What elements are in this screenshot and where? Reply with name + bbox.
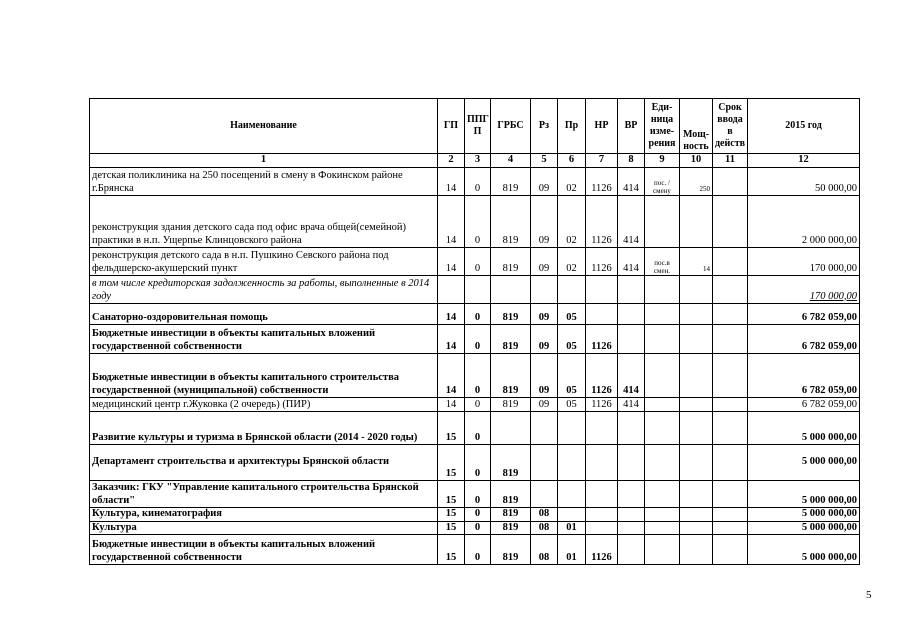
row-vr — [618, 521, 645, 535]
row-nr: 1126 — [586, 325, 618, 354]
column-number-row — [90, 154, 860, 168]
row-nr — [586, 412, 618, 445]
row-pr — [558, 412, 586, 445]
row-name: в том числе кредиторская задолженность за работы, выполненные в 2014 году — [90, 276, 438, 304]
row-name: детская поликлиника на 250 посещений в смену в Фокинском районе г.Брянска — [90, 168, 438, 196]
row-rz: 09 — [531, 168, 558, 196]
row-unit — [645, 481, 680, 508]
row-nr — [586, 276, 618, 304]
row-pr: 01 — [558, 521, 586, 535]
row-term — [713, 445, 748, 481]
row-term — [713, 398, 748, 412]
column-number: 4 — [491, 154, 531, 168]
table-row — [90, 325, 860, 354]
header-row — [90, 99, 860, 154]
row-grbs: 819 — [491, 304, 531, 325]
row-gp: 14 — [438, 248, 465, 276]
row-nr: 1126 — [586, 354, 618, 398]
row-gp: 14 — [438, 398, 465, 412]
table-row — [90, 248, 860, 276]
row-amount: 5 000 000,00 — [748, 535, 860, 565]
row-vr — [618, 535, 645, 565]
row-term — [713, 412, 748, 445]
row-capacity — [680, 276, 713, 304]
row-amount: 6 782 059,00 — [748, 398, 860, 412]
row-nr: 1126 — [586, 535, 618, 565]
table-row — [90, 354, 860, 398]
column-number: 12 — [748, 154, 860, 168]
row-nr — [586, 521, 618, 535]
row-grbs: 819 — [491, 508, 531, 522]
row-nr: 1126 — [586, 398, 618, 412]
table-row — [90, 508, 860, 522]
row-gp: 15 — [438, 508, 465, 522]
table-row — [90, 535, 860, 565]
row-name: Департамент строительства и архитектуры Брянской области — [90, 445, 438, 481]
row-vr — [618, 508, 645, 522]
row-rz: 09 — [531, 325, 558, 354]
row-vr: 414 — [618, 398, 645, 412]
column-number: 6 — [558, 154, 586, 168]
table-row — [90, 276, 860, 304]
row-ppgp: 0 — [465, 508, 491, 522]
row-term — [713, 521, 748, 535]
row-vr — [618, 325, 645, 354]
row-grbs — [491, 276, 531, 304]
row-nr: 1126 — [586, 196, 618, 248]
header-capacity: Мощ- ность — [680, 99, 713, 154]
row-pr — [558, 481, 586, 508]
row-gp: 15 — [438, 445, 465, 481]
column-number: 3 — [465, 154, 491, 168]
row-unit — [645, 521, 680, 535]
row-rz: 08 — [531, 535, 558, 565]
row-capacity — [680, 535, 713, 565]
row-name: реконструкция детского сада в н.п. Пушкино Севского района под фельдшерско-акушерский пункт — [90, 248, 438, 276]
row-amount: 50 000,00 — [748, 168, 860, 196]
row-term — [713, 481, 748, 508]
row-pr: 05 — [558, 304, 586, 325]
column-number: 2 — [438, 154, 465, 168]
row-name: Культура — [90, 521, 438, 535]
row-name: Бюджетные инвестиции в объекты капитальных вложений государственной собственности — [90, 535, 438, 565]
row-ppgp: 0 — [465, 521, 491, 535]
row-gp: 14 — [438, 304, 465, 325]
row-name: Бюджетные инвестиции в объекты капитального строительства государственной (муниципальной) собственности — [90, 354, 438, 398]
row-capacity — [680, 412, 713, 445]
row-term — [713, 535, 748, 565]
row-nr: 1126 — [586, 248, 618, 276]
row-unit: пос. / смену — [645, 168, 680, 196]
row-nr: 1126 — [586, 168, 618, 196]
row-rz — [531, 412, 558, 445]
row-rz: 09 — [531, 354, 558, 398]
row-grbs: 819 — [491, 445, 531, 481]
row-grbs — [491, 412, 531, 445]
row-capacity — [680, 304, 713, 325]
row-capacity — [680, 398, 713, 412]
row-unit: пос.в смен. — [645, 248, 680, 276]
row-term — [713, 276, 748, 304]
row-ppgp: 0 — [465, 248, 491, 276]
row-name: Развитие культуры и туризма в Брянской области (2014 - 2020 годы) — [90, 412, 438, 445]
row-vr — [618, 445, 645, 481]
row-capacity — [680, 354, 713, 398]
row-name: Культура, кинематография — [90, 508, 438, 522]
column-number: 11 — [713, 154, 748, 168]
row-vr — [618, 481, 645, 508]
row-pr — [558, 276, 586, 304]
table-row — [90, 398, 860, 412]
row-pr: 05 — [558, 398, 586, 412]
row-amount: 170 000,00 — [748, 248, 860, 276]
row-rz — [531, 276, 558, 304]
row-gp — [438, 276, 465, 304]
row-ppgp: 0 — [465, 354, 491, 398]
row-nr — [586, 481, 618, 508]
row-vr: 414 — [618, 168, 645, 196]
row-rz — [531, 481, 558, 508]
row-unit — [645, 508, 680, 522]
header-term: Срок ввода в действ — [713, 99, 748, 154]
row-capacity — [680, 521, 713, 535]
row-gp: 15 — [438, 521, 465, 535]
row-amount: 6 782 059,00 — [748, 325, 860, 354]
row-vr: 414 — [618, 196, 645, 248]
row-term — [713, 168, 748, 196]
row-rz — [531, 445, 558, 481]
row-amount: 2 000 000,00 — [748, 196, 860, 248]
row-term — [713, 508, 748, 522]
row-vr — [618, 276, 645, 304]
row-amount: 5 000 000,00 — [748, 508, 860, 522]
row-ppgp — [465, 276, 491, 304]
row-vr: 414 — [618, 354, 645, 398]
column-number: 5 — [531, 154, 558, 168]
column-number: 9 — [645, 154, 680, 168]
header-rz: Рз — [531, 99, 558, 154]
row-capacity — [680, 325, 713, 354]
table-row — [90, 304, 860, 325]
row-nr — [586, 445, 618, 481]
row-term — [713, 196, 748, 248]
row-ppgp: 0 — [465, 535, 491, 565]
row-gp: 14 — [438, 168, 465, 196]
header-pr: Пр — [558, 99, 586, 154]
row-unit — [645, 325, 680, 354]
row-unit — [645, 445, 680, 481]
row-term — [713, 354, 748, 398]
header-name: Наименование — [90, 99, 438, 154]
row-amount: 170 000,00 — [748, 276, 860, 304]
row-term — [713, 325, 748, 354]
row-amount: 5 000 000,00 — [748, 445, 860, 481]
row-amount: 5 000 000,00 — [748, 412, 860, 445]
row-gp: 15 — [438, 535, 465, 565]
row-ppgp: 0 — [465, 445, 491, 481]
row-capacity — [680, 445, 713, 481]
row-term — [713, 304, 748, 325]
row-vr — [618, 412, 645, 445]
row-grbs: 819 — [491, 196, 531, 248]
row-grbs: 819 — [491, 521, 531, 535]
row-ppgp: 0 — [465, 481, 491, 508]
page-number: 5 — [866, 589, 872, 601]
row-capacity — [680, 196, 713, 248]
row-capacity — [680, 508, 713, 522]
row-grbs: 819 — [491, 325, 531, 354]
row-ppgp: 0 — [465, 398, 491, 412]
row-rz: 08 — [531, 508, 558, 522]
row-name: Бюджетные инвестиции в объекты капитальных вложений государственной собственности — [90, 325, 438, 354]
budget-table — [89, 98, 860, 565]
row-amount: 5 000 000,00 — [748, 481, 860, 508]
row-unit — [645, 276, 680, 304]
row-unit — [645, 535, 680, 565]
row-gp: 14 — [438, 325, 465, 354]
row-grbs: 819 — [491, 248, 531, 276]
row-capacity: 250 — [680, 168, 713, 196]
row-name: реконструкция здания детского сада под офис врача общей(семейной) практики в н.п. Ущерпье Клинцовского района — [90, 196, 438, 248]
row-pr: 02 — [558, 248, 586, 276]
header-vr: ВР — [618, 99, 645, 154]
column-number: 1 — [90, 154, 438, 168]
row-pr: 02 — [558, 196, 586, 248]
row-name: медицинский центр г.Жуковка (2 очередь) (ПИР) — [90, 398, 438, 412]
row-rz: 09 — [531, 304, 558, 325]
row-pr: 01 — [558, 535, 586, 565]
table-row — [90, 445, 860, 481]
row-gp: 14 — [438, 354, 465, 398]
row-rz: 08 — [531, 521, 558, 535]
row-unit — [645, 304, 680, 325]
row-gp: 15 — [438, 412, 465, 445]
column-number: 7 — [586, 154, 618, 168]
row-nr — [586, 304, 618, 325]
row-grbs: 819 — [491, 398, 531, 412]
row-pr: 05 — [558, 325, 586, 354]
row-capacity — [680, 481, 713, 508]
table-row — [90, 412, 860, 445]
table-row — [90, 481, 860, 508]
row-rz: 09 — [531, 248, 558, 276]
row-vr: 414 — [618, 248, 645, 276]
header-grbs: ГРБС — [491, 99, 531, 154]
header-nr: НР — [586, 99, 618, 154]
table-row — [90, 196, 860, 248]
row-capacity: 14 — [680, 248, 713, 276]
header-year: 2015 год — [748, 99, 860, 154]
row-pr: 05 — [558, 354, 586, 398]
row-rz: 09 — [531, 398, 558, 412]
row-amount: 6 782 059,00 — [748, 354, 860, 398]
row-unit — [645, 412, 680, 445]
row-grbs: 819 — [491, 481, 531, 508]
row-unit — [645, 354, 680, 398]
row-gp: 15 — [438, 481, 465, 508]
row-ppgp: 0 — [465, 304, 491, 325]
column-number: 10 — [680, 154, 713, 168]
row-ppgp: 0 — [465, 325, 491, 354]
row-vr — [618, 304, 645, 325]
row-term — [713, 248, 748, 276]
table-row — [90, 168, 860, 196]
row-pr — [558, 445, 586, 481]
row-grbs: 819 — [491, 168, 531, 196]
header-unit: Еди- ница изме- рения — [645, 99, 680, 154]
row-gp: 14 — [438, 196, 465, 248]
header-gp: ГП — [438, 99, 465, 154]
row-nr — [586, 508, 618, 522]
row-unit — [645, 398, 680, 412]
row-unit — [645, 196, 680, 248]
row-pr: 02 — [558, 168, 586, 196]
row-rz: 09 — [531, 196, 558, 248]
row-pr — [558, 508, 586, 522]
row-ppgp: 0 — [465, 196, 491, 248]
row-amount: 5 000 000,00 — [748, 521, 860, 535]
row-grbs: 819 — [491, 535, 531, 565]
row-grbs: 819 — [491, 354, 531, 398]
row-amount: 6 782 059,00 — [748, 304, 860, 325]
column-number: 8 — [618, 154, 645, 168]
row-name: Заказчик: ГКУ "Управление капитального строительства Брянской области" — [90, 481, 438, 508]
row-name: Санаторно-оздоровительная помощь — [90, 304, 438, 325]
header-ppgp: ППГ П — [465, 99, 491, 154]
row-ppgp: 0 — [465, 168, 491, 196]
row-ppgp: 0 — [465, 412, 491, 445]
table-row — [90, 521, 860, 535]
